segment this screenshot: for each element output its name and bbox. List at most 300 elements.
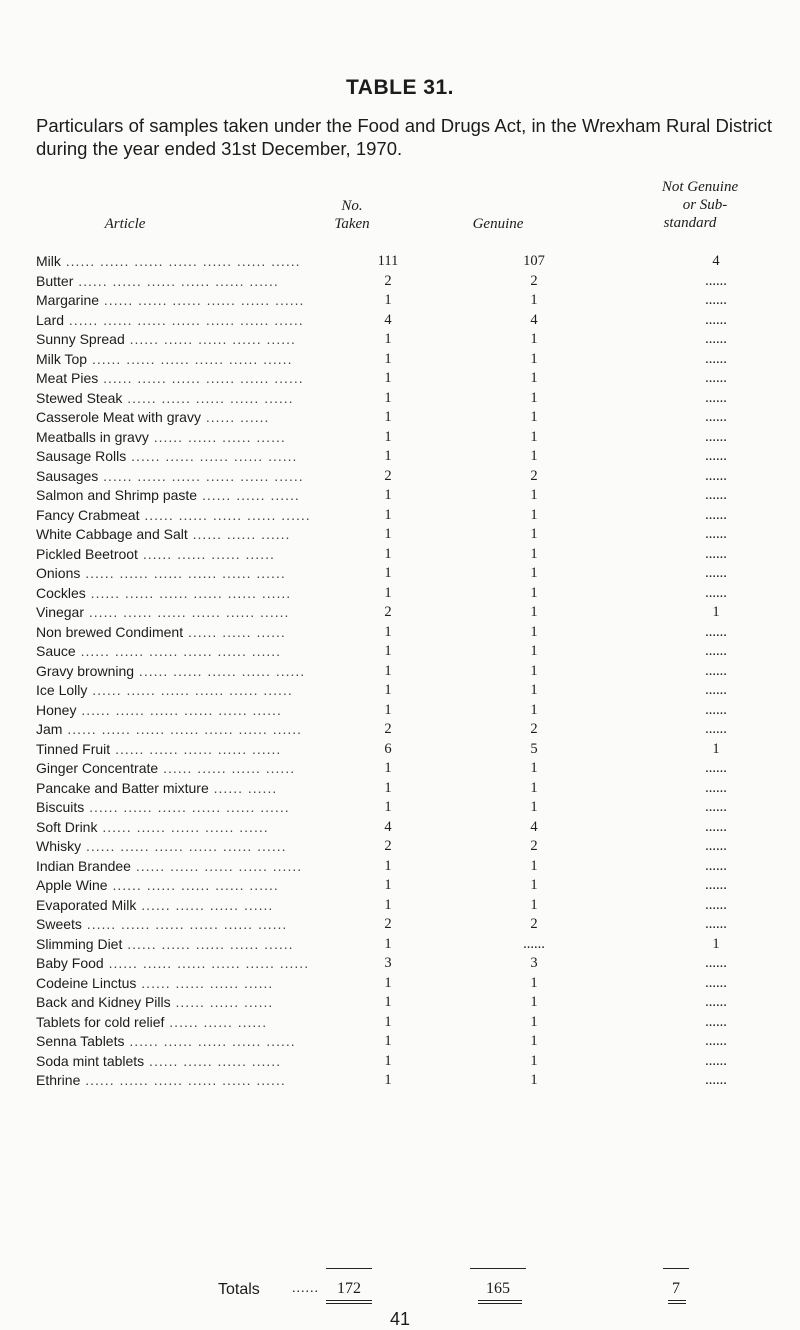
genuine-cell: 1 (530, 643, 538, 659)
leader-dots: ...... ...... ...... ...... ...... (134, 662, 306, 679)
table-row (36, 642, 776, 662)
leader-dots: ...... ...... ...... ...... ...... (122, 935, 294, 952)
leader-dots: ...... ...... ...... (164, 1013, 268, 1030)
article-cell (36, 896, 356, 915)
not-genuine-cell: ...... (705, 994, 727, 1010)
taken-cell: 1 (384, 526, 392, 542)
genuine-cell: 2 (530, 272, 538, 289)
article-name: Ethrine (36, 1072, 81, 1088)
not-genuine-cell: ...... (705, 1013, 727, 1030)
table-title: TABLE 31. (346, 76, 454, 99)
taken-cell: 1 (384, 623, 392, 640)
leader-dots: ...... ...... (200, 409, 270, 425)
article-name: Milk Top (36, 350, 88, 367)
taken-cell: 2 (384, 838, 392, 854)
totals-label: Totals (218, 1281, 260, 1298)
table-row (36, 720, 776, 740)
rule-genuine-bottom-2 (478, 1303, 522, 1304)
table-row (36, 272, 776, 292)
not-genuine-cell: ...... (705, 526, 727, 542)
table-row (36, 935, 776, 955)
article-name: Pickled Beetroot (36, 545, 138, 562)
article-name: Ice Lolly (36, 682, 88, 698)
article-cell (36, 486, 356, 505)
table-row (36, 467, 776, 487)
article-cell (36, 428, 356, 447)
genuine-cell: 1 (530, 877, 538, 893)
not-genuine-cell: ...... (705, 818, 727, 835)
not-genuine-cell: ...... (705, 1072, 727, 1088)
article-cell (36, 584, 356, 603)
table-row (36, 954, 776, 974)
leader-dots: ...... ...... ...... ...... ...... ...... (103, 955, 310, 971)
leader-dots: ...... ...... ...... ...... ...... ...... (98, 467, 304, 484)
leader-dots: ...... ...... (208, 779, 278, 796)
leader-dots: ...... ...... ...... ...... (137, 545, 275, 562)
taken-cell: 3 (384, 955, 392, 971)
leader-dots: ...... ...... ...... ...... ...... (139, 506, 311, 523)
not-genuine-cell: ...... (705, 409, 727, 425)
article-name: Sausages (36, 467, 99, 484)
rule-genuine-bottom-1 (478, 1300, 522, 1301)
table-row (36, 876, 776, 896)
samples-table (36, 252, 776, 1091)
taken-cell: 1 (384, 292, 392, 308)
not-genuine-cell: ...... (705, 1033, 727, 1049)
table-row (36, 896, 776, 916)
leader-dots: ...... ...... ...... ...... (136, 896, 274, 913)
header-taken-line1: No. (341, 198, 363, 214)
article-cell (36, 720, 356, 739)
not-genuine-cell: ...... (705, 272, 727, 289)
leader-dots: ...... ...... ...... ...... ...... (124, 331, 296, 347)
leader-dots: ...... ...... ...... ...... ...... ...... ...... (64, 311, 304, 328)
genuine-cell: 1 (530, 779, 538, 796)
table-row (36, 974, 776, 994)
leader-dots: ...... ...... ...... ...... ...... ...... (87, 350, 293, 367)
taken-cell: 1 (384, 662, 392, 679)
table-row (36, 252, 776, 272)
article-cell (36, 1071, 356, 1090)
genuine-cell: 1 (530, 799, 538, 815)
taken-cell: 1 (384, 545, 392, 562)
leader-dots: ...... ...... ...... ...... ...... ...... (76, 701, 282, 718)
leader-dots: ...... ...... ...... ...... ...... ...... (73, 272, 279, 289)
taken-cell: 1 (384, 584, 392, 601)
taken-cell: 2 (384, 272, 392, 289)
header-not-genuine-line3: standard (663, 215, 717, 231)
article-cell (36, 759, 356, 778)
taken-cell: 1 (384, 1013, 392, 1030)
leader-dots: ...... ...... ...... ...... ...... ...... (84, 604, 290, 620)
taken-cell: 111 (377, 253, 399, 269)
leader-dots: ...... ...... ...... ...... ...... ...... (87, 682, 293, 698)
article-cell (36, 740, 356, 759)
header-not-genuine-line2: or Sub- (682, 197, 728, 213)
taken-cell: 1 (384, 896, 392, 913)
article-name: Tinned Fruit (36, 740, 111, 757)
total-taken: 172 (337, 1280, 361, 1297)
taken-cell: 1 (384, 428, 392, 445)
article-name: Senna Tablets (36, 1033, 125, 1049)
article-name: Casserole Meat with gravy (36, 409, 201, 425)
taken-cell: 1 (384, 760, 392, 776)
article-name: Codeine Linctus (36, 974, 137, 991)
taken-cell: 1 (384, 857, 392, 874)
genuine-cell: 1 (530, 389, 538, 406)
article-name: Meatballs in gravy (36, 428, 149, 445)
not-genuine-cell: ...... (705, 701, 727, 718)
taken-cell: 1 (384, 701, 392, 718)
article-name: Sauce (36, 643, 76, 659)
article-cell (36, 876, 356, 895)
genuine-cell: 1 (530, 487, 538, 503)
table-row (36, 1013, 776, 1033)
article-cell (36, 701, 356, 720)
article-cell (36, 974, 356, 993)
leader-dots: ...... ...... ...... ...... ...... (107, 877, 279, 893)
table-row (36, 623, 776, 643)
leader-dots: ...... ...... ...... ...... ...... ...... (84, 799, 290, 815)
table-row (36, 857, 776, 877)
genuine-cell: 1 (530, 331, 538, 347)
rule-not-bottom-2 (668, 1303, 686, 1304)
taken-cell: 1 (384, 974, 392, 991)
not-genuine-cell: ...... (705, 643, 727, 659)
article-cell (36, 837, 356, 856)
article-name: Baby Food (36, 955, 104, 971)
article-name: Slimming Diet (36, 935, 123, 952)
rule-not-bottom-1 (668, 1300, 686, 1301)
article-cell (36, 857, 356, 876)
article-name: Meat Pies (36, 370, 99, 386)
genuine-cell: 1 (530, 760, 538, 776)
article-cell (36, 798, 356, 817)
genuine-cell: 5 (530, 740, 538, 757)
article-cell (36, 662, 356, 681)
article-cell (36, 467, 356, 486)
article-cell (36, 525, 356, 544)
not-genuine-cell: 1 (712, 935, 720, 952)
genuine-cell: 1 (530, 857, 538, 874)
leader-dots: ...... ...... ...... ...... (158, 760, 296, 776)
article-cell (36, 506, 356, 525)
article-cell (36, 935, 356, 954)
leader-dots: ...... ...... ...... ...... ...... (124, 1033, 296, 1049)
article-name: Pancake and Batter mixture (36, 779, 209, 796)
leader-dots: ...... ...... ...... ...... (144, 1052, 282, 1069)
genuine-cell: 1 (530, 896, 538, 913)
total-not-genuine: 7 (672, 1280, 680, 1297)
leader-dots: ...... ...... ...... ...... ...... (110, 740, 282, 757)
not-genuine-cell: ...... (705, 974, 727, 991)
taken-cell: 1 (384, 1052, 392, 1069)
taken-cell: 2 (384, 467, 392, 484)
article-cell (36, 369, 356, 388)
article-name: White Cabbage and Salt (36, 526, 188, 542)
totals-dots: ...... (292, 1281, 319, 1296)
article-cell (36, 311, 356, 330)
header-taken-line2: Taken (334, 216, 370, 232)
article-cell (36, 818, 356, 837)
genuine-cell: 1 (530, 1033, 538, 1049)
article-name: Non brewed Condiment (36, 623, 184, 640)
leader-dots: ...... ...... ...... ...... ...... ...... (75, 643, 282, 659)
not-genuine-cell: ...... (705, 916, 727, 932)
article-name: Back and Kidney Pills (36, 994, 171, 1010)
table-row (36, 1032, 776, 1052)
genuine-cell: 1 (530, 1013, 538, 1030)
leader-dots: ...... ...... ...... ...... ...... (122, 389, 294, 406)
not-genuine-cell: ...... (705, 350, 727, 367)
taken-cell: 4 (384, 818, 392, 835)
not-genuine-cell: ...... (705, 331, 727, 347)
genuine-cell: 1 (530, 409, 538, 425)
article-cell (36, 564, 356, 583)
table-row (36, 525, 776, 545)
article-name: Salmon and Shrimp paste (36, 487, 198, 503)
not-genuine-cell: ...... (705, 1052, 727, 1069)
table-row (36, 428, 776, 448)
genuine-cell: 1 (530, 506, 538, 523)
leader-dots: ...... ...... ...... ...... ...... ...... ...... (60, 253, 301, 269)
article-name: Honey (36, 701, 77, 718)
leader-dots: ...... ...... ...... ...... ...... ...... (98, 370, 304, 386)
article-cell (36, 272, 356, 291)
rule-taken-bottom-2 (326, 1303, 372, 1304)
leader-dots: ...... ...... ...... ...... ...... (97, 818, 269, 835)
article-name: Whisky (36, 838, 82, 854)
not-genuine-cell: ...... (705, 584, 727, 601)
article-cell (36, 1032, 356, 1051)
table-row (36, 1052, 776, 1072)
leader-dots: ...... ...... ...... ...... ...... ...... (81, 838, 287, 854)
not-genuine-cell: 1 (712, 740, 720, 757)
article-cell (36, 954, 356, 973)
table-row (36, 798, 776, 818)
genuine-cell: 1 (530, 292, 538, 308)
article-name: Soda mint tablets (36, 1052, 145, 1069)
article-name: Onions (36, 565, 81, 581)
leader-dots: ...... ...... ...... ...... ...... ...... ...... (62, 721, 303, 737)
leader-dots: ...... ...... ...... ...... ...... (126, 448, 298, 464)
article-cell (36, 603, 356, 622)
genuine-cell: 1 (530, 682, 538, 698)
article-name: Biscuits (36, 799, 85, 815)
table-row (36, 915, 776, 935)
table-row (36, 1071, 776, 1091)
table-row (36, 818, 776, 838)
not-genuine-cell: 4 (712, 253, 720, 269)
taken-cell: 1 (384, 994, 392, 1010)
genuine-cell: 1 (530, 1072, 538, 1088)
table-row (36, 545, 776, 565)
not-genuine-cell: ...... (705, 662, 727, 679)
table-row (36, 389, 776, 409)
genuine-cell: 107 (523, 253, 545, 269)
table-row (36, 350, 776, 370)
taken-cell: 1 (384, 1033, 392, 1049)
article-cell (36, 681, 356, 700)
leader-dots: ...... ...... ...... (170, 994, 274, 1010)
not-genuine-cell: ...... (705, 311, 727, 328)
taken-cell: 1 (384, 1072, 392, 1088)
article-cell (36, 993, 356, 1012)
genuine-cell: 3 (530, 955, 538, 971)
not-genuine-cell: ...... (705, 292, 727, 308)
article-cell (36, 389, 356, 408)
article-name: Indian Brandee (36, 857, 131, 874)
table-row (36, 603, 776, 623)
genuine-cell: ...... (523, 935, 545, 952)
article-name: Cockles (36, 584, 86, 601)
article-cell (36, 330, 356, 349)
genuine-cell: 1 (530, 428, 538, 445)
taken-cell: 1 (384, 389, 392, 406)
article-name: Evaporated Milk (36, 896, 137, 913)
taken-cell: 1 (384, 350, 392, 367)
genuine-cell: 1 (530, 545, 538, 562)
article-cell (36, 350, 356, 369)
taken-cell: 1 (384, 877, 392, 893)
taken-cell: 2 (384, 916, 392, 932)
article-name: Jam (36, 721, 63, 737)
rule-taken-bottom-1 (326, 1300, 372, 1301)
genuine-cell: 4 (530, 818, 538, 835)
article-cell (36, 291, 356, 310)
not-genuine-cell: ...... (705, 955, 727, 971)
table-row (36, 584, 776, 604)
not-genuine-cell: ...... (705, 467, 727, 484)
article-name: Sunny Spread (36, 331, 125, 347)
taken-cell: 2 (384, 721, 392, 737)
page-number: 41 (389, 1309, 411, 1329)
table-row (36, 486, 776, 506)
genuine-cell: 1 (530, 662, 538, 679)
table-row (36, 291, 776, 311)
not-genuine-cell: ...... (705, 877, 727, 893)
total-genuine: 165 (486, 1280, 510, 1297)
article-name: Ginger Concentrate (36, 760, 159, 776)
article-name: Fancy Crabmeat (36, 506, 140, 523)
article-name: Vinegar (36, 604, 85, 620)
leader-dots: ...... ...... ...... ...... ...... ...... (99, 292, 305, 308)
genuine-cell: 1 (530, 370, 538, 386)
not-genuine-cell: ...... (705, 682, 727, 698)
genuine-cell: 2 (530, 838, 538, 854)
genuine-cell: 1 (530, 565, 538, 581)
not-genuine-cell: ...... (705, 760, 727, 776)
taken-cell: 1 (384, 487, 392, 503)
table-row (36, 662, 776, 682)
not-genuine-cell: ...... (705, 545, 727, 562)
not-genuine-cell: ...... (705, 857, 727, 874)
genuine-cell: 1 (530, 974, 538, 991)
taken-cell: 1 (384, 331, 392, 347)
article-name: Gravy browning (36, 662, 135, 679)
article-name: Apple Wine (36, 877, 108, 893)
genuine-cell: 1 (530, 994, 538, 1010)
article-cell (36, 1013, 356, 1032)
table-row (36, 447, 776, 467)
leader-dots: ...... ...... ...... ...... (136, 974, 274, 991)
table-row (36, 681, 776, 701)
leader-dots: ...... ...... ...... (183, 623, 286, 640)
article-name: Butter (36, 272, 74, 289)
article-cell (36, 779, 356, 798)
table-row (36, 311, 776, 331)
rule-genuine-top (470, 1268, 526, 1269)
not-genuine-cell: ...... (705, 448, 727, 464)
table-row (36, 759, 776, 779)
table-row (36, 779, 776, 799)
genuine-cell: 1 (530, 350, 538, 367)
genuine-cell: 1 (530, 584, 538, 601)
taken-cell: 1 (384, 370, 392, 386)
article-name: Milk (36, 253, 61, 269)
taken-cell: 1 (384, 448, 392, 464)
table-row (36, 740, 776, 760)
article-cell (36, 545, 356, 564)
not-genuine-cell: ...... (705, 799, 727, 815)
table-row (36, 408, 776, 428)
genuine-cell: 2 (530, 467, 538, 484)
article-cell (36, 408, 356, 427)
article-name: Stewed Steak (36, 389, 123, 406)
not-genuine-cell: ...... (705, 565, 727, 581)
genuine-cell: 1 (530, 701, 538, 718)
taken-cell: 1 (384, 799, 392, 815)
article-cell (36, 252, 356, 271)
article-cell (36, 623, 356, 642)
article-name: Margarine (36, 292, 100, 308)
not-genuine-cell: 1 (712, 604, 720, 620)
taken-cell: 1 (384, 565, 392, 581)
table-row (36, 993, 776, 1013)
table-row (36, 330, 776, 350)
genuine-cell: 1 (530, 448, 538, 464)
genuine-cell: 1 (530, 604, 538, 620)
not-genuine-cell: ...... (705, 389, 727, 406)
article-cell (36, 915, 356, 934)
leader-dots: ...... ...... ...... ...... (148, 428, 286, 445)
not-genuine-cell: ...... (705, 370, 727, 386)
not-genuine-cell: ...... (705, 838, 727, 854)
article-cell (36, 1052, 356, 1071)
not-genuine-cell: ...... (705, 896, 727, 913)
article-name: Sausage Rolls (36, 448, 127, 464)
header-genuine: Genuine (472, 216, 524, 232)
taken-cell: 1 (384, 506, 392, 523)
header-not-genuine-line1: Not Genuine (661, 179, 739, 195)
rule-taken-top (326, 1268, 372, 1269)
not-genuine-cell: ...... (705, 487, 727, 503)
taken-cell: 1 (384, 935, 392, 952)
taken-cell: 4 (384, 311, 392, 328)
taken-cell: 2 (384, 604, 392, 620)
leader-dots: ...... ...... ...... (187, 526, 291, 542)
taken-cell: 1 (384, 643, 392, 659)
taken-cell: 1 (384, 682, 392, 698)
leader-dots: ...... ...... ...... ...... ...... ...... (80, 565, 286, 581)
leader-dots: ...... ...... ...... ...... ...... (130, 857, 303, 874)
intro-paragraph: Particulars of samples taken under the Food and Drugs Act, in the Wrexham Rural District during the year ended 31st December, 1970. (36, 115, 772, 159)
genuine-cell: 1 (530, 1052, 538, 1069)
article-name: Tablets for cold relief (36, 1013, 165, 1030)
taken-cell: 6 (384, 740, 392, 757)
taken-cell: 1 (384, 779, 392, 796)
genuine-cell: 4 (530, 311, 538, 328)
